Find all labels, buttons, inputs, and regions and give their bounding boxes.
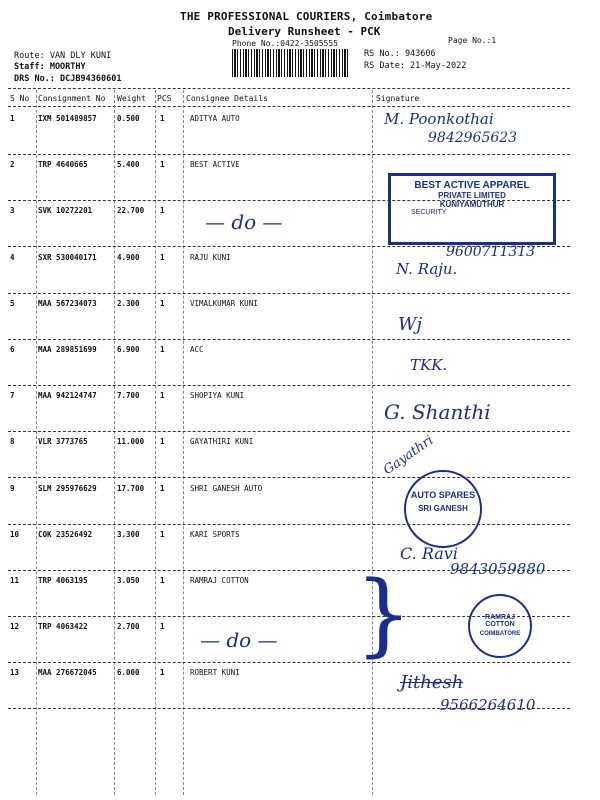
row-sno: 2	[10, 160, 15, 169]
signature-kari: C. Ravi	[400, 544, 458, 563]
row-consignment-no: VLR 3773765	[38, 437, 88, 446]
page-number: Page No.:1	[448, 36, 497, 45]
row-consignment-no: SLM 295976629	[38, 484, 97, 493]
row-separator	[8, 524, 570, 525]
row-sno: 10	[10, 530, 20, 539]
row-weight: 17.700	[117, 484, 145, 493]
row-separator	[8, 385, 570, 386]
row-consignment-no: MAA 276672045	[38, 668, 97, 677]
stamp-ramraj	[468, 594, 532, 658]
stamp-text: PRIVATE LIMITED	[438, 191, 506, 200]
row-consignee: SHRI GANESH AUTO	[190, 484, 263, 493]
row-sno: 5	[10, 299, 15, 308]
row-sno: 9	[10, 484, 15, 493]
drs-number: DRS No.: DCJB94360601	[14, 74, 122, 84]
row-consignee: RAJU KUNI	[190, 253, 231, 262]
row-pcs: 1	[160, 114, 165, 123]
row-weight: 7.700	[117, 391, 140, 400]
stamp-text: RAMRAJ COTTON	[485, 614, 515, 628]
ditto-mark: — do —	[200, 628, 278, 652]
row-consignment-no: SXR 530040171	[38, 253, 97, 262]
row-sno: 8	[10, 437, 15, 446]
stamp-text: SRI GANESH	[418, 504, 468, 513]
signature-robert: Jithesh	[400, 672, 464, 693]
col-header-pcs: PCS	[157, 94, 172, 103]
col-header-sno: S No	[10, 94, 30, 103]
row-consignee: VIMALKUMAR KUNI	[190, 299, 258, 308]
row-sno: 4	[10, 253, 15, 262]
signature-vimalkumar: Wj	[398, 314, 423, 335]
signature-raju: N. Raju.	[396, 260, 458, 278]
row-pcs: 1	[160, 345, 165, 354]
row-sno: 3	[10, 206, 15, 215]
row-pcs: 1	[160, 484, 165, 493]
stamp-text: SECURITY	[411, 209, 447, 216]
phone-number: Phone No.:0422-3505555	[232, 39, 338, 48]
row-sno: 11	[10, 576, 20, 585]
column-divider	[372, 90, 373, 795]
column-divider	[155, 90, 156, 795]
stamp-text: BEST ACTIVE APPAREL	[414, 180, 530, 191]
row-consignee: GAYATHIRI KUNI	[190, 437, 254, 446]
row-separator	[8, 339, 570, 340]
row-pcs: 1	[160, 391, 165, 400]
row-consignment-no: MAA 289851699	[38, 345, 97, 354]
row-consignment-no: TRP 4063195	[38, 576, 88, 585]
stamp-sri-ganesh	[404, 470, 482, 548]
row-consignment-no: MAA 567234073	[38, 299, 97, 308]
signature-acc: TKK.	[410, 356, 448, 374]
ditto-mark: — do —	[205, 210, 283, 234]
col-header-signature: Signature	[376, 94, 420, 103]
row-weight: 2.300	[117, 299, 140, 308]
route: Route: VAN DLY KUNI	[14, 51, 112, 61]
brace-mark: }	[355, 562, 413, 667]
row-weight: 11.000	[117, 437, 145, 446]
signature-gayathiri: Gayathri	[380, 432, 437, 479]
rs-number: RS No.: 943606	[364, 49, 436, 59]
column-divider	[183, 90, 184, 795]
signature-shanthi: G. Shanthi	[384, 400, 491, 424]
row-pcs: 1	[160, 530, 165, 539]
signature-poonkothai: M. Poonkothai	[384, 110, 494, 128]
table-header-rule	[8, 106, 570, 107]
row-weight: 5.400	[117, 160, 140, 169]
row-sno: 1	[10, 114, 15, 123]
row-pcs: 1	[160, 668, 165, 677]
row-pcs: 1	[160, 253, 165, 262]
table-top-rule	[8, 88, 570, 89]
row-consignee: ADITYA AUTO	[190, 114, 240, 123]
rs-date: RS Date: 21-May-2022	[364, 61, 467, 71]
row-weight: 22.700	[117, 206, 145, 215]
row-pcs: 1	[160, 437, 165, 446]
row-weight: 3.050	[117, 576, 140, 585]
stamp-text: AUTO SPARES	[410, 490, 476, 500]
signature-phone: 9566264610	[440, 696, 536, 714]
row-consignment-no: COK 23526492	[38, 530, 93, 539]
row-sno: 6	[10, 345, 15, 354]
row-pcs: 1	[160, 299, 165, 308]
row-consignee: ACC	[190, 345, 204, 354]
signature-phone: 9843059880	[450, 560, 546, 578]
row-pcs: 1	[160, 576, 165, 585]
row-separator	[8, 154, 570, 155]
row-pcs: 1	[160, 206, 165, 215]
row-pcs: 1	[160, 622, 165, 631]
row-sno: 7	[10, 391, 15, 400]
row-consignment-no: IXM 501489857	[38, 114, 97, 123]
stamp-text: KUNIYAMUTHUR	[439, 200, 505, 209]
row-separator	[8, 662, 570, 663]
row-consignment-no: TRP 4640665	[38, 160, 88, 169]
col-header-weight: Weight	[117, 94, 146, 103]
row-separator	[8, 477, 570, 478]
row-weight: 2.700	[117, 622, 140, 631]
row-consignee: BEST ACTIVE	[190, 160, 240, 169]
row-pcs: 1	[160, 160, 165, 169]
row-consignment-no: MAA 942124747	[38, 391, 97, 400]
row-weight: 4.900	[117, 253, 140, 262]
row-sno: 12	[10, 622, 20, 631]
row-consignment-no: SVK 10272201	[38, 206, 93, 215]
row-separator	[8, 293, 570, 294]
row-separator	[8, 431, 570, 432]
company-name: THE PROFESSIONAL COURIERS, Coimbatore	[180, 10, 433, 23]
row-consignment-no: TRP 4063422	[38, 622, 88, 631]
row-consignee: ROBERT KUNI	[190, 668, 240, 677]
row-consignee: SHOPIYA KUNI	[190, 391, 245, 400]
row-weight: 6.000	[117, 668, 140, 677]
row-weight: 6.900	[117, 345, 140, 354]
staff: Staff: MOORTHY	[14, 62, 86, 72]
signature-phone: 9842965623	[428, 130, 518, 146]
row-sno: 13	[10, 668, 20, 677]
col-header-consignment: Consignment No	[38, 94, 106, 103]
barcode	[232, 49, 350, 77]
row-weight: 3.300	[117, 530, 140, 539]
runsheet-title: Delivery Runsheet - PCK	[228, 25, 381, 38]
stamp-text: COIMBATORE	[479, 631, 521, 637]
signature-phone: 9600711313	[446, 244, 536, 260]
row-consignee: RAMRAJ COTTON	[190, 576, 249, 585]
column-divider	[36, 90, 37, 795]
col-header-consignee: Consignee Details	[186, 94, 268, 103]
stamp-best-active	[388, 173, 556, 245]
row-consignee: KARI SPORTS	[190, 530, 240, 539]
column-divider	[114, 90, 115, 795]
row-weight: 0.500	[117, 114, 140, 123]
